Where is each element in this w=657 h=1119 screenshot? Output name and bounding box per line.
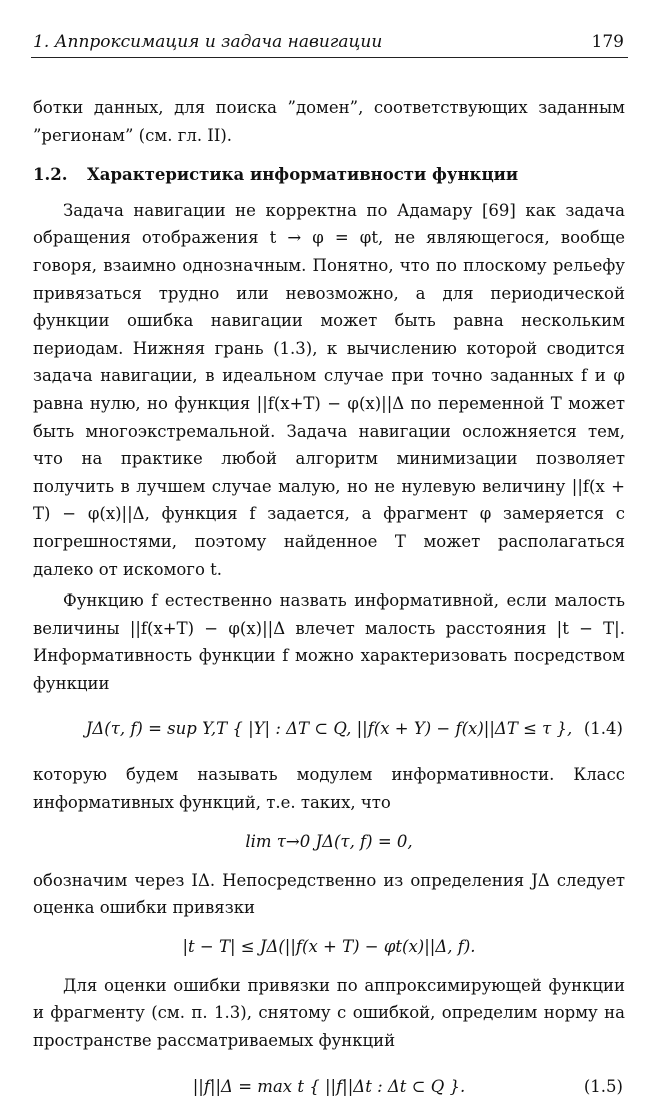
section-heading	[33, 161, 625, 189]
equation-1-5-number: (1.5)	[583, 1076, 623, 1096]
running-title: 1. Аппроксимация и задача навигации	[33, 32, 383, 52]
section-number: 1.2.	[33, 165, 68, 185]
equation-error-formula: |t − T| ≤ JΔ(||f(x + T) − φt(x)||Δ, f).	[182, 936, 476, 956]
paragraph-navigation: Задача навигации не корректна по Адамару [69] как задача обращения отображения t → φ = φt, не являющегося, вообще говоря, взаимно однозначным. Понятно, что по плоскому рельефу привязаться трудно или невозможно, а для периодической функции ошибка навигации может быть равна нескольким периодам. Нижняя грань (1.3), к вычислению которой сводится задача навигации, в идеальном случае при точно заданных f и φ равна нулю, но функция ||f(x+T) − φ(x)||Δ по переменной T может быть многоэкстремальной. Задача навигации осложняется тем, что на практике любой алгоритм минимизации позволяет получить в лучшем случае малую, но не нулевую величину ||f(x + T) − φ(x)||Δ, функция f задается, а фрагмент φ замеряется с погрешностями, поэтому найденное T может располагаться далеко от искомого t.	[33, 200, 625, 579]
equation-limit	[33, 817, 625, 867]
equation-1-4-formula: JΔ(τ, f) = sup Y,T { |Y| : ΔT ⊂ Q, ||f(x + Y) − f(x)||ΔT ≤ τ },	[85, 719, 573, 739]
equation-error	[33, 922, 625, 972]
equation-limit-formula: lim τ→0 JΔ(τ, f) = 0,	[245, 831, 413, 851]
equation-1-5-formula: ||f||Δ = max t { ||f||Δt : Δt ⊂ Q }.	[192, 1076, 466, 1096]
equation-1-5	[33, 1055, 625, 1119]
page-body	[33, 94, 625, 1119]
header-rule	[31, 57, 628, 58]
paragraph-modulus: которую будем называть модулем информативности. Класс информативных функций, т.е. таких, что	[33, 765, 625, 813]
equation-1-4-number: (1.4)	[583, 719, 623, 739]
running-header	[31, 28, 628, 54]
equation-1-4	[33, 697, 625, 761]
paragraph-error-estimate: обозначим через IΔ. Непосредственно из определения JΔ следует оценка ошибки привязки	[33, 870, 625, 918]
paragraph-informative: Функцию f естественно назвать информативной, если малость величины ||f(x+T) − φ(x)||Δ влечет малость расстояния |t − T|. Информативность функции f можно характеризовать посредством функции	[33, 591, 625, 693]
section-title: Характеристика информативности функции	[87, 165, 519, 185]
paragraph-continued: ботки данных, для поиска ”домен”, соответствующих заданным ”регионам” (см. гл. II).	[33, 98, 625, 145]
paragraph-norm: Для оценки ошибки привязки по аппроксимирующей функции и фрагменту (см. п. 1.3), снятому с ошибкой, определим норму на пространстве рассматриваемых функций	[33, 975, 625, 1051]
page-number: 179	[591, 32, 624, 52]
